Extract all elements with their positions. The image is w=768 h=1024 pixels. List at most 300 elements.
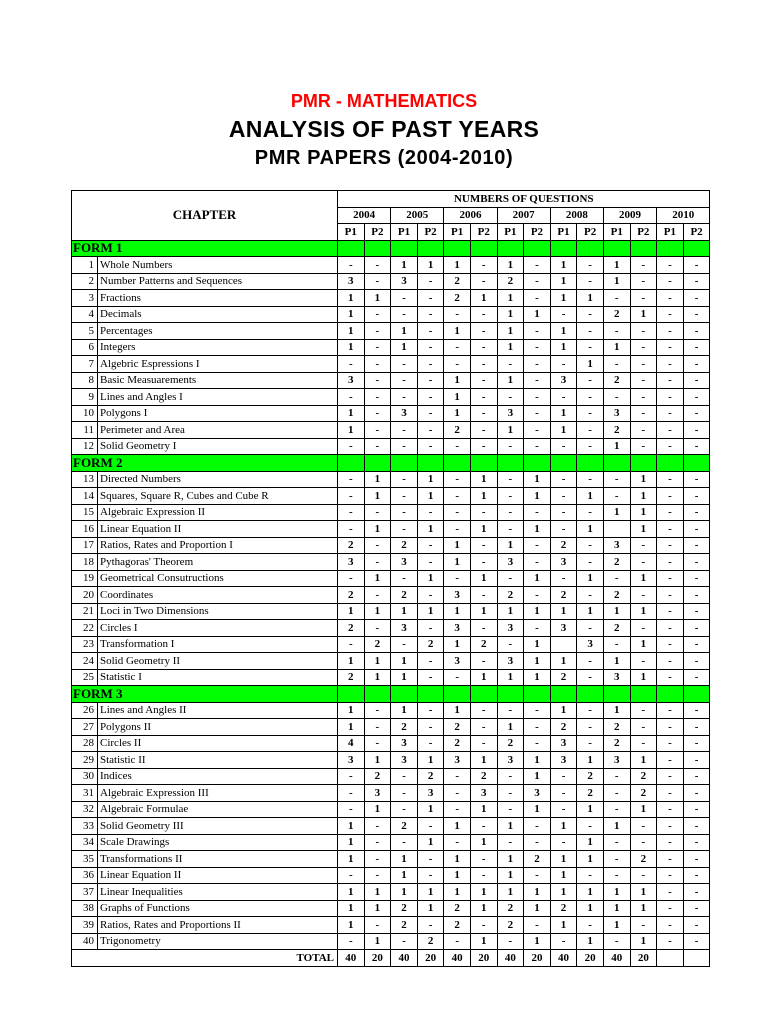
chapter-name: Solid Geometry I [98,438,338,455]
question-count: - [364,735,391,752]
question-count: - [470,702,497,719]
question-count: - [364,257,391,274]
question-count: - [630,702,657,719]
chapter-name: Solid Geometry II [98,653,338,670]
question-count: - [364,818,391,835]
question-count: - [444,471,471,488]
question-count: - [550,785,577,802]
question-count: - [657,900,684,917]
question-count: 1 [497,422,524,439]
question-count: 1 [417,471,444,488]
question-count: - [470,306,497,323]
question-count: - [683,471,710,488]
question-count: - [417,653,444,670]
question-count: 1 [338,405,365,422]
question-count: 1 [550,290,577,307]
chapter-name: Pythagoras' Theorem [98,554,338,571]
question-count: - [470,554,497,571]
total-value [683,950,710,967]
form-row-cell [497,686,524,703]
question-count: - [391,504,418,521]
question-count: - [603,323,630,340]
question-count: 2 [577,785,604,802]
chapter-name: Whole Numbers [98,257,338,274]
question-count: - [603,768,630,785]
form-label: FORM 1 [72,240,338,257]
form-row-cell [550,240,577,257]
question-count: 1 [470,570,497,587]
question-count: 2 [603,719,630,736]
question-count: 1 [470,488,497,505]
question-count: - [683,867,710,884]
table-row [72,587,710,604]
form-row-cell [603,455,630,472]
chapter-number: 2 [72,273,98,290]
question-count: - [683,372,710,389]
question-count: - [391,933,418,950]
question-count: - [364,422,391,439]
question-count: - [683,488,710,505]
question-count: - [683,356,710,373]
question-count: - [577,554,604,571]
question-count [550,636,577,653]
question-count: 3 [444,752,471,769]
question-count: 1 [550,257,577,274]
question-count: 1 [524,801,551,818]
question-count: - [524,257,551,274]
question-count: - [391,356,418,373]
form-row-cell [338,240,365,257]
chapter-name: Ratios, Rates and Proportion I [98,537,338,554]
question-count: - [470,257,497,274]
paper-label: P2 [577,224,604,241]
question-count: - [417,554,444,571]
question-count: 3 [391,620,418,637]
question-count: - [657,405,684,422]
form-row-cell [657,686,684,703]
total-value: 40 [444,950,471,967]
table-row [72,273,710,290]
question-count: - [683,422,710,439]
question-count: - [364,504,391,521]
question-count: - [524,273,551,290]
question-count: - [683,933,710,950]
chapter-number: 39 [72,917,98,934]
question-count: - [683,521,710,538]
question-count: 2 [444,719,471,736]
total-label: TOTAL [72,950,338,967]
question-count: 1 [577,521,604,538]
chapter-name: Circles I [98,620,338,637]
form-row-cell [577,455,604,472]
question-count: - [683,884,710,901]
question-count: - [630,438,657,455]
paper-label: P1 [550,224,577,241]
question-count: - [657,257,684,274]
question-count: - [444,801,471,818]
form-row-cell [391,455,418,472]
question-count: - [577,587,604,604]
question-count: - [683,669,710,686]
question-count: 2 [391,818,418,835]
question-count: 2 [391,719,418,736]
question-count: - [470,372,497,389]
question-count: 1 [603,438,630,455]
question-count: 1 [470,752,497,769]
question-count: - [391,768,418,785]
question-count: - [364,719,391,736]
table-row [72,438,710,455]
question-count: - [417,290,444,307]
question-count: - [657,834,684,851]
question-count: - [630,339,657,356]
question-count: 1 [524,521,551,538]
title-line-2: PMR PAPERS (2004-2010) [254,147,514,169]
form-row-cell [497,240,524,257]
question-count: - [683,587,710,604]
chapter-number: 25 [72,669,98,686]
question-count: - [497,504,524,521]
table-row [72,785,710,802]
form-row-cell [444,686,471,703]
question-count: - [364,356,391,373]
question-count: 1 [630,306,657,323]
chapter-number: 20 [72,587,98,604]
question-count: 1 [338,900,365,917]
chapter-name: Indices [98,768,338,785]
question-count: - [497,570,524,587]
question-count: 2 [391,900,418,917]
paper-label: P2 [470,224,497,241]
chapter-number: 29 [72,752,98,769]
question-count: 2 [338,537,365,554]
table-row [72,257,710,274]
form-row-cell [470,240,497,257]
question-count: 1 [603,900,630,917]
question-count: - [391,570,418,587]
question-count: - [417,735,444,752]
question-count: - [683,917,710,934]
question-count: 1 [470,471,497,488]
question-count: 3 [550,752,577,769]
question-count: - [630,867,657,884]
question-count: - [550,306,577,323]
question-count: 1 [391,702,418,719]
chapter-name: Directed Numbers [98,471,338,488]
header-row-1 [72,191,710,208]
question-count: 2 [338,620,365,637]
question-count: 1 [470,933,497,950]
form-row-cell [391,686,418,703]
question-count: 1 [577,290,604,307]
question-count: 1 [338,917,365,934]
question-count: - [470,537,497,554]
chapter-name: Algebraic Expression II [98,504,338,521]
question-count: - [417,372,444,389]
question-count: 1 [338,290,365,307]
question-count: 1 [497,603,524,620]
question-count: - [683,834,710,851]
form-row-cell [524,686,551,703]
question-count: 1 [603,653,630,670]
chapter-name: Lines and Angles II [98,702,338,719]
question-count: - [550,933,577,950]
question-count: - [683,570,710,587]
question-count: 1 [630,801,657,818]
question-count: 1 [391,851,418,868]
question-count: 1 [444,867,471,884]
question-count: 3 [338,554,365,571]
question-count: - [417,422,444,439]
question-count: - [683,306,710,323]
question-count: - [550,768,577,785]
question-count: - [417,273,444,290]
question-count: - [550,488,577,505]
year-header: 2010 [657,207,710,224]
table-row [72,570,710,587]
form-row-cell [470,686,497,703]
table-row [72,636,710,653]
form-row-cell [550,686,577,703]
form-section-header [72,455,710,472]
chapter-number: 27 [72,719,98,736]
question-count: - [444,521,471,538]
total-value: 20 [364,950,391,967]
question-count: 3 [444,620,471,637]
question-count: 2 [497,917,524,934]
chapter-name: Algebraic Expression III [98,785,338,802]
question-count: 2 [391,537,418,554]
question-count: 1 [630,603,657,620]
question-count: - [657,752,684,769]
question-count: - [603,834,630,851]
question-count: 2 [417,768,444,785]
question-count: - [338,867,365,884]
question-count: - [683,785,710,802]
question-count: - [683,653,710,670]
question-count: - [630,372,657,389]
question-count: 1 [524,306,551,323]
question-count: 1 [603,818,630,835]
question-count: - [497,768,524,785]
question-count: 3 [391,752,418,769]
question-count: 2 [470,768,497,785]
year-header: 2008 [550,207,603,224]
table-row [72,818,710,835]
question-count: - [417,851,444,868]
table-row [72,372,710,389]
table-row [72,917,710,934]
question-count: - [603,356,630,373]
total-value: 20 [524,950,551,967]
question-count: - [683,752,710,769]
question-count: - [364,306,391,323]
question-count: - [364,554,391,571]
question-count: - [550,389,577,406]
table-row [72,851,710,868]
question-count: - [338,356,365,373]
question-count: 1 [577,752,604,769]
question-count: 2 [603,422,630,439]
question-count: - [657,851,684,868]
question-count: 3 [417,785,444,802]
question-count: 1 [364,570,391,587]
form-row-cell [630,240,657,257]
question-count: - [338,471,365,488]
question-count: 1 [444,389,471,406]
question-count: 1 [497,257,524,274]
question-count: - [577,867,604,884]
question-count: - [364,339,391,356]
question-count: - [470,735,497,752]
question-count: - [657,471,684,488]
question-count: 1 [550,867,577,884]
question-count: - [338,488,365,505]
chapter-number: 9 [72,389,98,406]
question-count: 1 [603,917,630,934]
question-count: 2 [391,587,418,604]
question-count: 1 [417,884,444,901]
question-count: - [417,356,444,373]
question-count: 1 [364,752,391,769]
form-row-cell [603,240,630,257]
question-count: 1 [338,818,365,835]
question-count: - [550,471,577,488]
question-count: - [657,422,684,439]
question-count: - [391,306,418,323]
question-count: - [524,290,551,307]
question-count: 1 [417,900,444,917]
question-count: - [657,570,684,587]
form-row-cell [364,240,391,257]
table-row [72,719,710,736]
form-row-cell [444,455,471,472]
question-count: 1 [577,933,604,950]
question-count: - [497,356,524,373]
paper-label: P1 [657,224,684,241]
chapter-number: 36 [72,867,98,884]
question-count: - [444,785,471,802]
question-count: - [657,620,684,637]
chapter-name: Integers [98,339,338,356]
question-count: - [364,405,391,422]
question-count: - [577,257,604,274]
question-count: - [603,785,630,802]
question-count: 3 [470,785,497,802]
question-count: - [524,323,551,340]
chapter-number: 5 [72,323,98,340]
chapter-number: 17 [72,537,98,554]
question-count: - [630,405,657,422]
question-count: 1 [603,273,630,290]
form-row-cell [630,455,657,472]
form-row-cell [630,686,657,703]
question-count: - [338,438,365,455]
question-count: 1 [577,570,604,587]
question-count: - [417,537,444,554]
question-count: - [524,867,551,884]
paper-label: P1 [391,224,418,241]
table-row [72,752,710,769]
year-header: 2005 [391,207,444,224]
chapter-number: 22 [72,620,98,637]
question-count: - [683,603,710,620]
table-row [72,603,710,620]
question-count: 2 [524,851,551,868]
question-count: - [417,702,444,719]
question-count: 1 [630,752,657,769]
form-row-cell [657,240,684,257]
paper-label: P2 [364,224,391,241]
question-count: - [683,257,710,274]
chapter-name: Lines and Angles I [98,389,338,406]
question-count: - [683,504,710,521]
chapter-name: Decimals [98,306,338,323]
question-count: 3 [603,752,630,769]
chapter-number: 7 [72,356,98,373]
question-count: - [470,719,497,736]
paper-label: P2 [630,224,657,241]
question-count: 1 [470,290,497,307]
question-count: 1 [364,488,391,505]
question-count: 1 [338,653,365,670]
question-count: 1 [417,801,444,818]
question-count: - [338,636,365,653]
question-count: - [470,323,497,340]
question-count: 1 [550,323,577,340]
question-count: - [657,323,684,340]
question-count: - [338,257,365,274]
question-count: 1 [444,405,471,422]
question-count: - [683,438,710,455]
form-row-cell [577,240,604,257]
table-row [72,537,710,554]
question-count: - [391,438,418,455]
question-count: - [524,339,551,356]
question-count: 1 [391,653,418,670]
question-count: - [497,702,524,719]
table-row [72,884,710,901]
question-count: - [630,653,657,670]
question-count: - [630,537,657,554]
paper-label: P1 [338,224,365,241]
form-row-cell [364,686,391,703]
question-count: 1 [470,801,497,818]
question-count: - [364,917,391,934]
question-count: 1 [364,669,391,686]
total-value: 20 [630,950,657,967]
question-count: - [524,702,551,719]
question-count: 3 [550,372,577,389]
question-count: - [417,867,444,884]
question-count: 1 [550,917,577,934]
question-count: 3 [497,554,524,571]
question-count: 2 [630,768,657,785]
table-row [72,521,710,538]
year-header: 2006 [444,207,497,224]
question-count: - [657,273,684,290]
chapter-number: 12 [72,438,98,455]
chapter-number: 19 [72,570,98,587]
year-header: 2007 [497,207,550,224]
question-count: - [550,521,577,538]
table-row [72,867,710,884]
question-count: - [391,785,418,802]
question-count: - [470,620,497,637]
question-count: 1 [550,603,577,620]
question-count: - [657,669,684,686]
question-count: 1 [630,933,657,950]
